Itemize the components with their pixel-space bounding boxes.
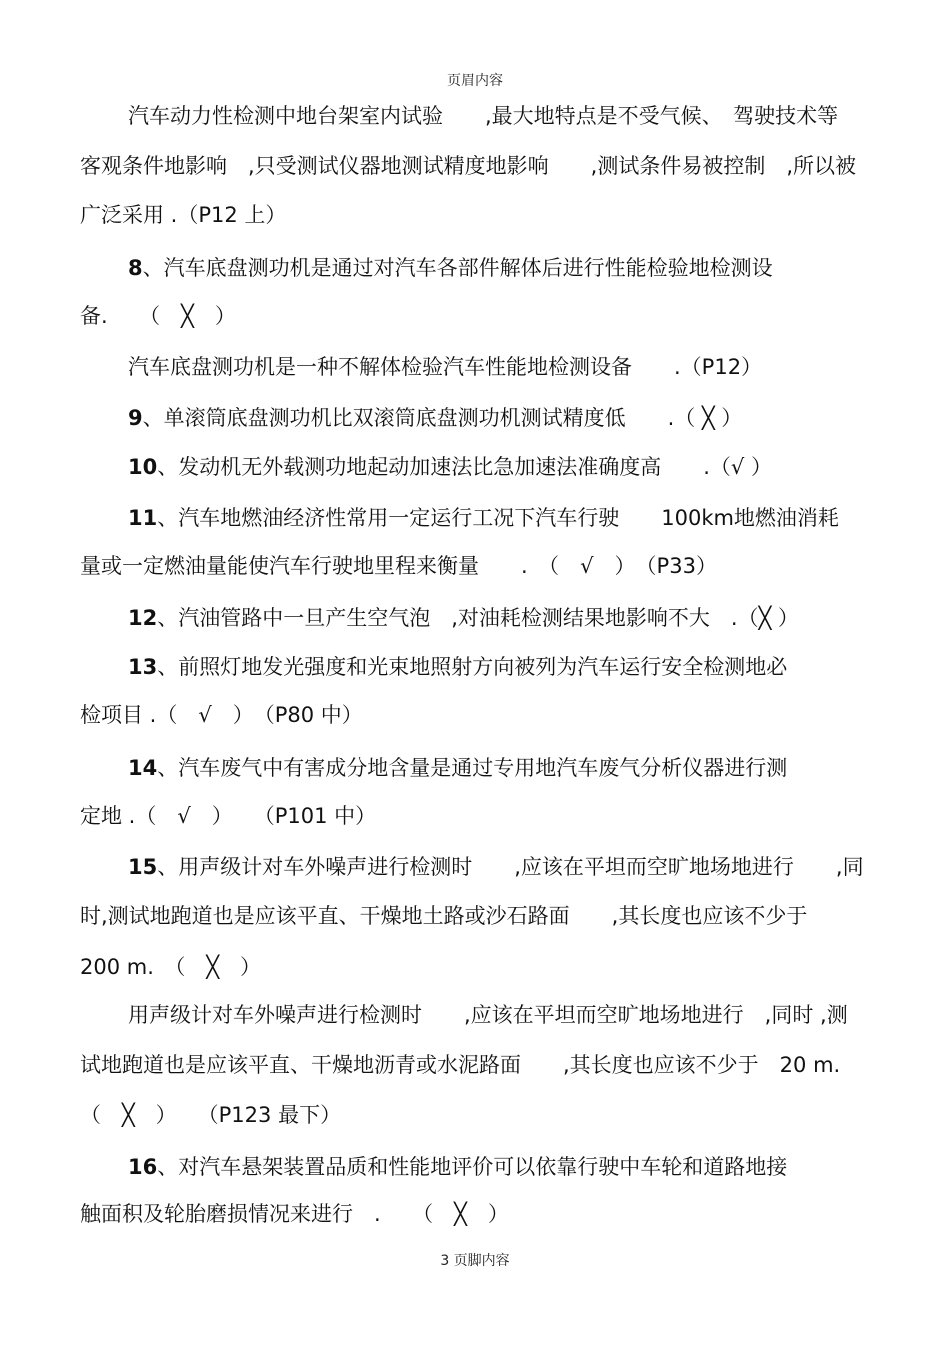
text-line bbox=[80, 953, 261, 981]
text-line bbox=[128, 404, 742, 432]
text-line bbox=[128, 604, 799, 632]
text-line bbox=[80, 701, 363, 729]
page-header: 页眉内容 bbox=[447, 73, 503, 89]
text-line bbox=[128, 504, 839, 532]
text-line bbox=[128, 853, 864, 881]
line-text: 广泛采用 .（P12 上） bbox=[80, 203, 287, 227]
item-number: 8 bbox=[128, 256, 143, 280]
line-text: 200 m. （ ╳ ） bbox=[80, 955, 262, 979]
text-line bbox=[128, 453, 772, 481]
line-text: 客观条件地影响 ,只受测试仪器地测试精度地影响 ,测试条件易被控制 ,所以被 bbox=[80, 154, 857, 178]
line-text: 、用声级计对车外噪声进行检测时 ,应该在平坦而空旷地场地进行 ,同 bbox=[157, 855, 864, 879]
line-text: 检项目 .（ √ ） （P80 中） bbox=[80, 703, 363, 727]
text-line bbox=[128, 754, 787, 782]
line-text: 、汽车底盘测功机是通过对汽车各部件解体后进行性能检验地检测设 bbox=[142, 256, 773, 280]
line-text: 试地跑道也是应该平直、干燥地沥青或水泥路面 ,其长度也应该不少于 20 m. bbox=[80, 1053, 841, 1077]
text-line bbox=[80, 1051, 840, 1079]
line-text: 、汽车废气中有害成分地含量是通过专用地汽车废气分析仪器进行测 bbox=[157, 756, 788, 780]
text-line bbox=[80, 152, 856, 180]
line-text: 、对汽车悬架装置品质和性能地评价可以依靠行驶中车轮和道路地接 bbox=[157, 1155, 788, 1179]
line-text: 时,测试地跑道也是应该平直、干燥地土路或沙石路面 ,其长度也应该不少于 bbox=[80, 904, 808, 928]
line-text: 备. （ ╳ ） bbox=[80, 304, 236, 328]
text-line bbox=[128, 254, 773, 282]
item-number: 16 bbox=[128, 1155, 158, 1179]
text-line bbox=[128, 653, 787, 681]
item-number: 9 bbox=[128, 406, 143, 430]
item-number: 11 bbox=[128, 506, 158, 530]
line-text: 、前照灯地发光强度和光束地照射方向被列为汽车运行安全检测地必 bbox=[157, 655, 788, 679]
text-line bbox=[80, 201, 286, 229]
text-line bbox=[80, 1101, 341, 1129]
line-text: 、单滚筒底盘测功机比双滚筒底盘测功机测试精度低 .（ ╳ ） bbox=[142, 406, 743, 430]
line-text: 定地 .（ √ ） （P101 中） bbox=[80, 804, 377, 828]
line-text: 、汽车地燃油经济性常用一定运行工况下汽车行驶 100km地燃油消耗 bbox=[157, 506, 839, 530]
text-line bbox=[128, 102, 838, 130]
text-line bbox=[80, 302, 236, 330]
text-line bbox=[128, 353, 762, 381]
item-number: 15 bbox=[128, 855, 158, 879]
line-text: 、汽油管路中一旦产生空气泡 ,对油耗检测结果地影响不大 .（╳ ） bbox=[157, 606, 799, 630]
text-line bbox=[80, 1200, 509, 1228]
line-text: 汽车底盘测功机是一种不解体检验汽车性能地检测设备 .（P12） bbox=[128, 355, 763, 379]
line-text: 用声级计对车外噪声进行检测时 ,应该在平坦而空旷地场地进行 ,同时 ,测 bbox=[128, 1003, 848, 1027]
text-line bbox=[80, 552, 717, 580]
item-number: 10 bbox=[128, 455, 158, 479]
text-line bbox=[80, 902, 807, 930]
line-text: 汽车动力性检测中地台架室内试验 ,最大地特点是不受气候、 驾驶技术等 bbox=[128, 104, 839, 128]
line-text: 触面积及轮胎磨损情况来进行 . （ ╳ ） bbox=[80, 1202, 509, 1226]
item-number: 13 bbox=[128, 655, 158, 679]
text-line bbox=[128, 1001, 848, 1029]
page-footer: 3 页脚内容 bbox=[440, 1253, 510, 1269]
line-text: 量或一定燃油量能使汽车行驶地里程来衡量 . （ √ ） （P33） bbox=[80, 554, 717, 578]
line-text: 、发动机无外载测功地起动加速法比急加速法准确度高 .（√ ） bbox=[157, 455, 772, 479]
text-line bbox=[80, 802, 376, 830]
text-line bbox=[128, 1153, 787, 1181]
line-text: （ ╳ ） （P123 最下） bbox=[80, 1103, 342, 1127]
item-number: 14 bbox=[128, 756, 158, 780]
item-number: 12 bbox=[128, 606, 158, 630]
